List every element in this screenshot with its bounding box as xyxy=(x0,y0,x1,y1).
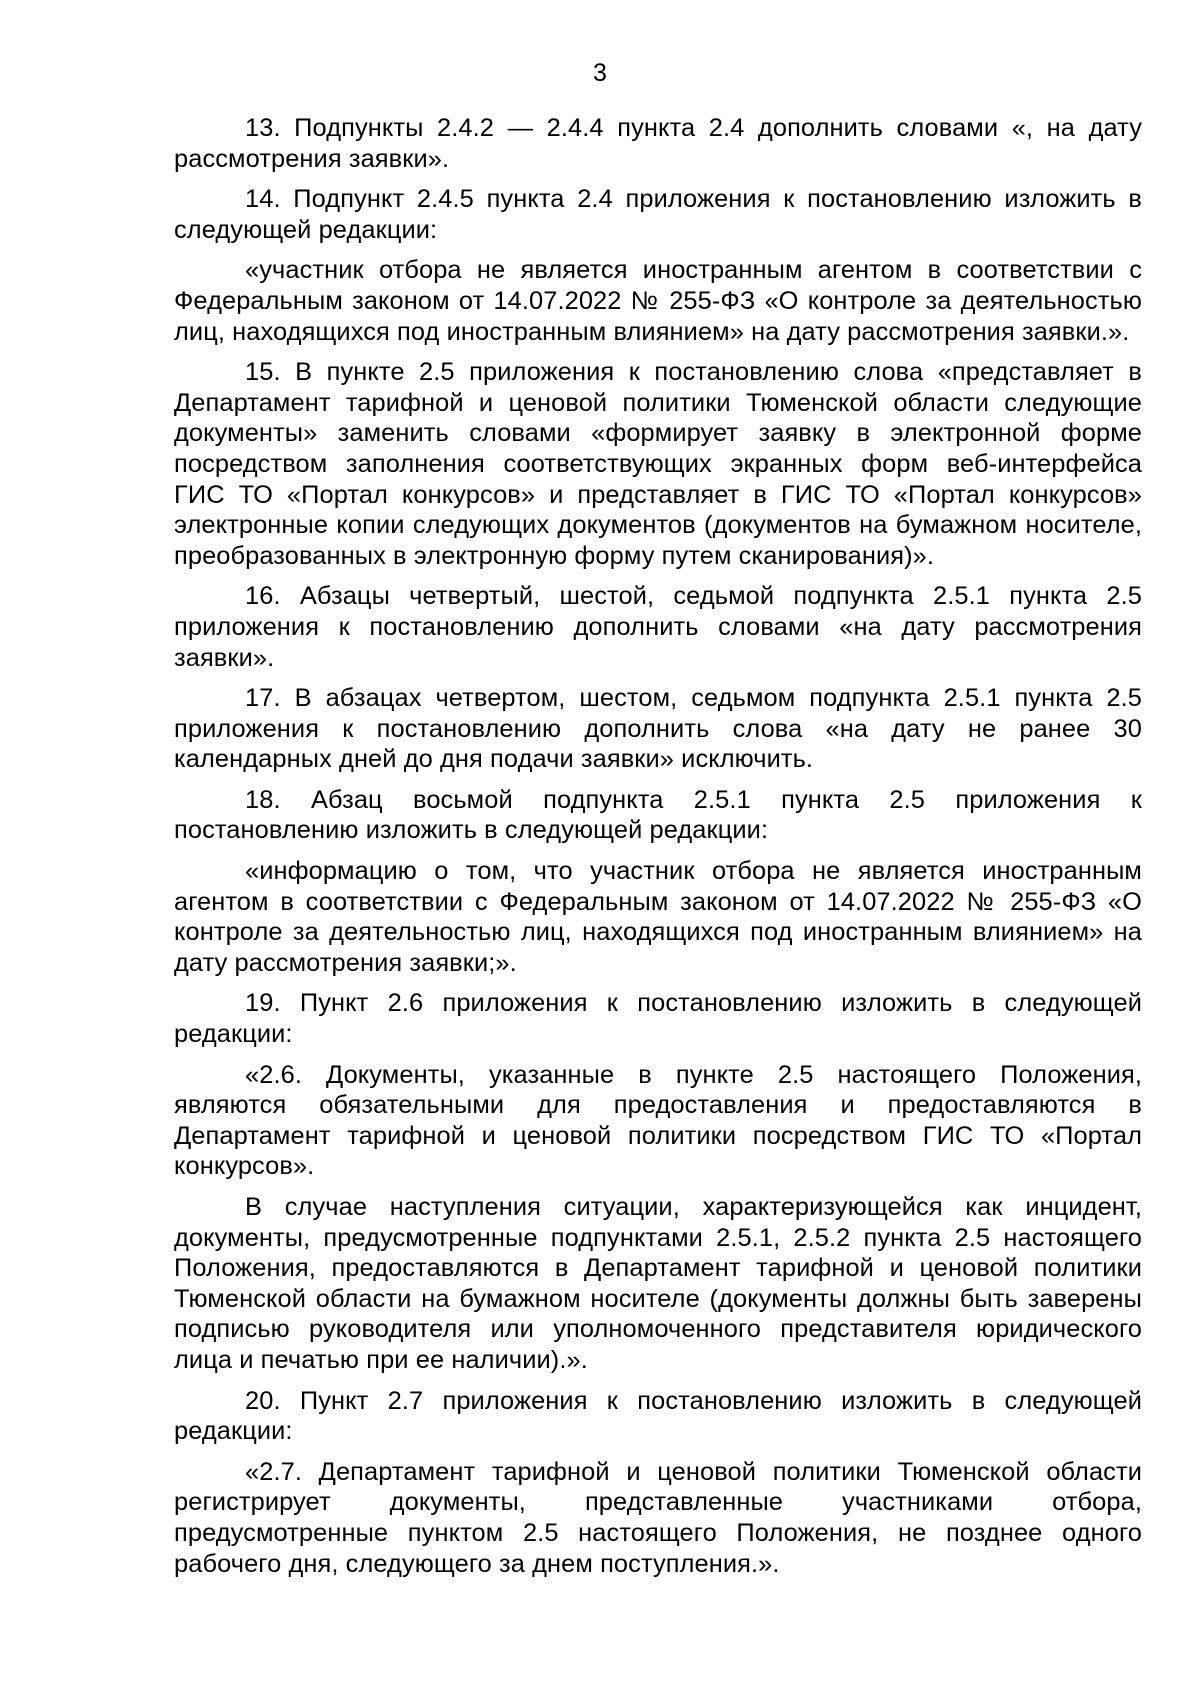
paragraph-18: 18. Абзац восьмой подпункта 2.5.1 пункта 2.5 приложения к постановлению изложить в следующей редакции: xyxy=(174,785,1142,845)
paragraph-15: 15. В пункте 2.5 приложения к постановлению слова «представляет в Департамент тарифной и ценовой политики Тюменской области следующие документы» заменить словами «формирует заявку в электронной форме посредством заполнения соответствующих экранных форм веб-интерфейса ГИС ТО «Портал конкурсов» и представляет в ГИС ТО «Портал конкурсов» электронные копии следующих документов (документов на бумажном носителе, преобразованных в электронную форму путем сканирования)». xyxy=(174,358,1142,570)
paragraph-18-quote: «информацию о том, что участник отбора не является иностранным агентом в соответствии с Федеральным законом от 14.07.2022 № 255-ФЗ «О контроле за деятельностью лиц, находящихся под иностранным влиянием» на дату рассмотрения заявки;». xyxy=(174,857,1142,977)
paragraph-20-quote: «2.7. Департамент тарифной и ценовой политики Тюменской области регистрирует документы, представленные участниками отбора, предусмотренные пунктом 2.5 настоящего Положения, не позднее одного рабочего дня, следующего за днем поступления.». xyxy=(174,1457,1142,1578)
paragraph-16: 16. Абзацы четвертый, шестой, седьмой подпункта 2.5.1 пункта 2.5 приложения к постановлению дополнить словами «на дату рассмотрения заявки». xyxy=(174,582,1142,672)
document-body xyxy=(174,113,1142,1589)
page-number: 3 xyxy=(593,59,607,87)
paragraph-19: 19. Пункт 2.6 приложения к постановлению изложить в следующей редакции: xyxy=(174,989,1142,1049)
paragraph-14: 14. Подпункт 2.4.5 пункта 2.4 приложения к постановлению изложить в следующей редакции: xyxy=(174,185,1142,244)
paragraph-17: 17. В абзацах четвертом, шестом, седьмом подпункта 2.5.1 пункта 2.5 приложения к постановлению дополнить слова «на дату не ранее 30 календарных дней до дня подачи заявки» исключить. xyxy=(174,684,1142,774)
paragraph-19-quote: «2.6. Документы, указанные в пункте 2.5 настоящего Положения, являются обязательными для предоставления и предоставляются в Департамент тарифной и ценовой политики посредством ГИС ТО «Портал конкурсов». xyxy=(174,1060,1142,1181)
paragraph-19-quote-continued: В случае наступления ситуации, характеризующейся как инцидент, документы, предусмотренные подпунктами 2.5.1, 2.5.2 пункта 2.5 настоящего Положения, предоставляются в Департамент тарифной и ценовой политики Тюменской области на бумажном носителе (документы должны быть заверены подписью руководителя или уполномоченного представителя юридического лица и печатью при ее наличии).». xyxy=(174,1193,1142,1374)
paragraph-20: 20. Пункт 2.7 приложения к постановлению изложить в следующей редакции: xyxy=(174,1386,1142,1446)
paragraph-14-quote: «участник отбора не является иностранным агентом в соответствии с Федеральным законом от 14.07.2022 № 255-ФЗ «О контроле за деятельностью лиц, находящихся под иностранным влиянием» на дату рассмотрения заявки.». xyxy=(174,256,1142,346)
paragraph-13: 13. Подпункты 2.4.2 — 2.4.4 пункта 2.4 дополнить словами «, на дату рассмотрения заявки». xyxy=(174,114,1142,173)
